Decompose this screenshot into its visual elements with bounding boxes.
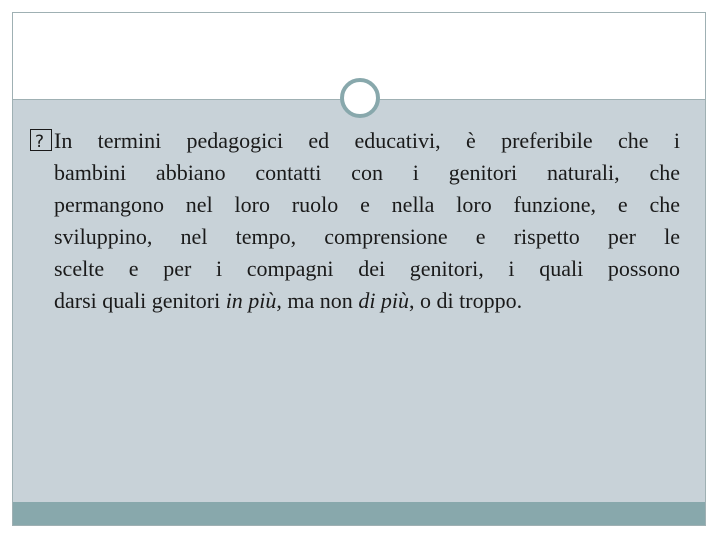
body-line-4: sviluppino, nel tempo, comprensione e rispetto per le (54, 224, 680, 249)
body-line-2: bambini abbiano contatti con i genitori naturali, che (54, 160, 680, 185)
body-line-6-part-c: , o di troppo. (409, 288, 523, 313)
emphasis-di-piu: di più (358, 288, 410, 313)
body-line-6-part-b: , ma non (276, 288, 359, 313)
body-line-3: permangono nel loro ruolo e nella loro funzione, e che (54, 192, 680, 217)
body-line-1 (30, 125, 680, 157)
footer-bar (13, 502, 705, 525)
body-line-6 (30, 285, 680, 317)
body-line-1-text: In termini pedagogici ed educativi, è preferibile che i (54, 128, 680, 153)
circle-ornament (340, 78, 380, 118)
body-line-5: scelte e per i compagni dei genitori, i quali possono (54, 256, 680, 281)
missing-glyph-box-icon (30, 129, 52, 151)
emphasis-in-piu: in più (225, 288, 277, 313)
body-line-6-part-a: darsi quali genitori (54, 288, 226, 313)
body-paragraph (30, 125, 680, 317)
